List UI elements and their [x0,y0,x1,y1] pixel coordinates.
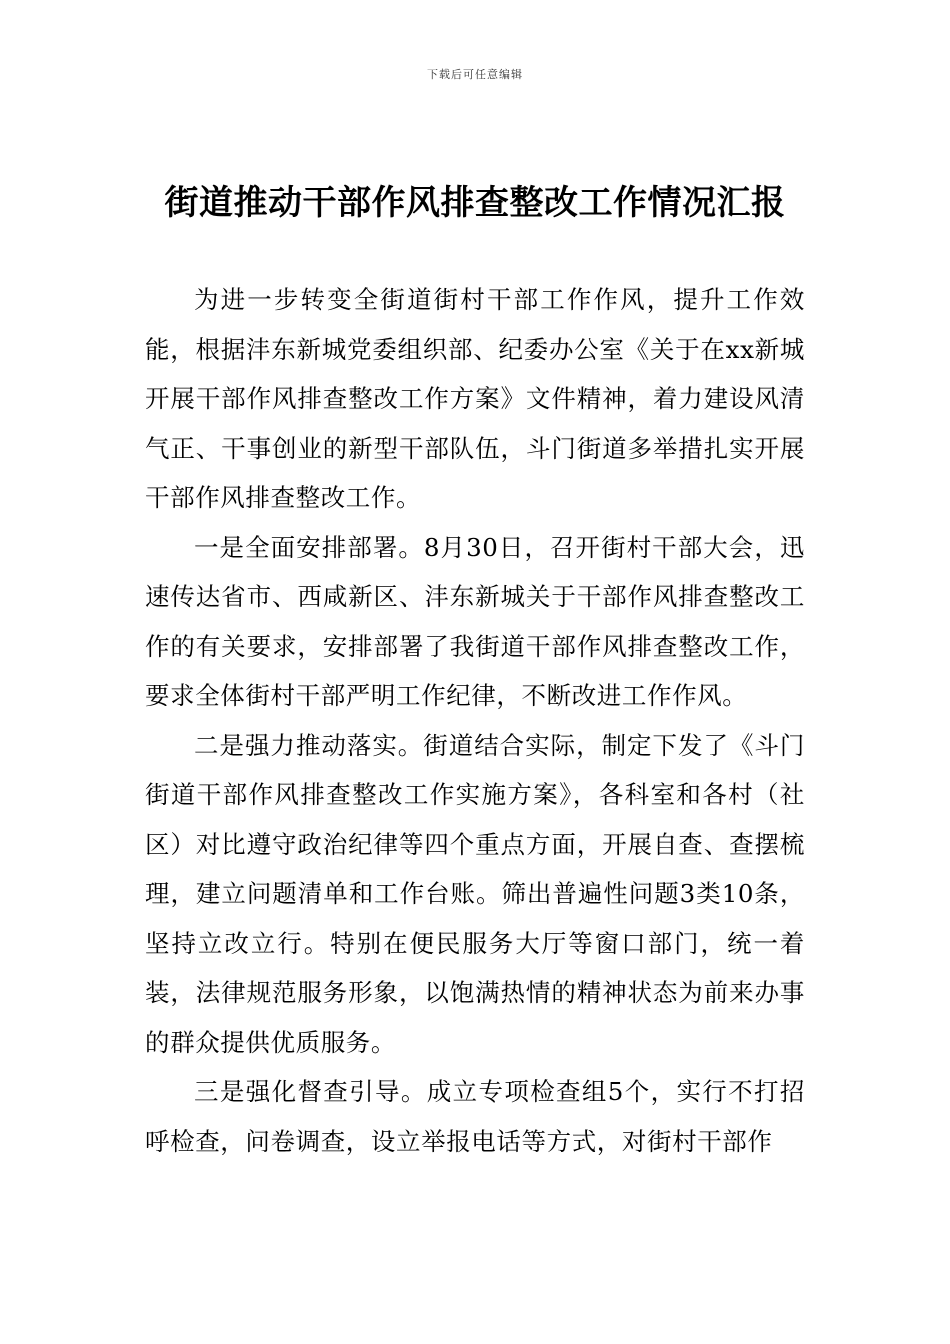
page-header: 下载后可任意编辑 [427,68,523,81]
paragraph-implementation: 二是强力推动落实。街道结合实际，制定下发了《斗门街道干部作风排查整改工作实施方案》，各科室和各村（社区）对比遵守政治纪律等四个重点方面，开展自查、查摆梳理，建立问题清单和工作台账。筛出普遍性问题3类10条，坚持立改立行。特别在便民服务大厅等窗口部门，统一着装，法律规范服务形象，以饱满热情的精神状态为前来办事的群众提供优质服务。 [145,730,805,1057]
document-body [145,275,805,1166]
paragraph-intro: 为进一步转变全街道街村干部工作作风，提升工作效能，根据沣东新城党委组织部、纪委办公室《关于在xx新城开展干部作风排查整改工作方案》文件精神，着力建设风清气正、干事创业的新型干部队伍，斗门街道多举措扎实开展干部作风排查整改工作。 [145,285,805,512]
paragraph-supervision: 三是强化督查引导。成立专项检查组5个，实行不打招呼检查，问卷调查，设立举报电话等方式，对街村干部作 [145,1077,805,1156]
document-title: 街道推动干部作风排查整改工作情况汇报 [164,183,786,223]
paragraph-deployment: 一是全面安排部署。8月30日，召开街村干部大会，迅速传达省市、西咸新区、沣东新城关于干部作风排查整改工作的有关要求，安排部署了我街道干部作风排查整改工作，要求全体街村干部严明工作纪律，不断改进工作作风。 [145,532,805,710]
